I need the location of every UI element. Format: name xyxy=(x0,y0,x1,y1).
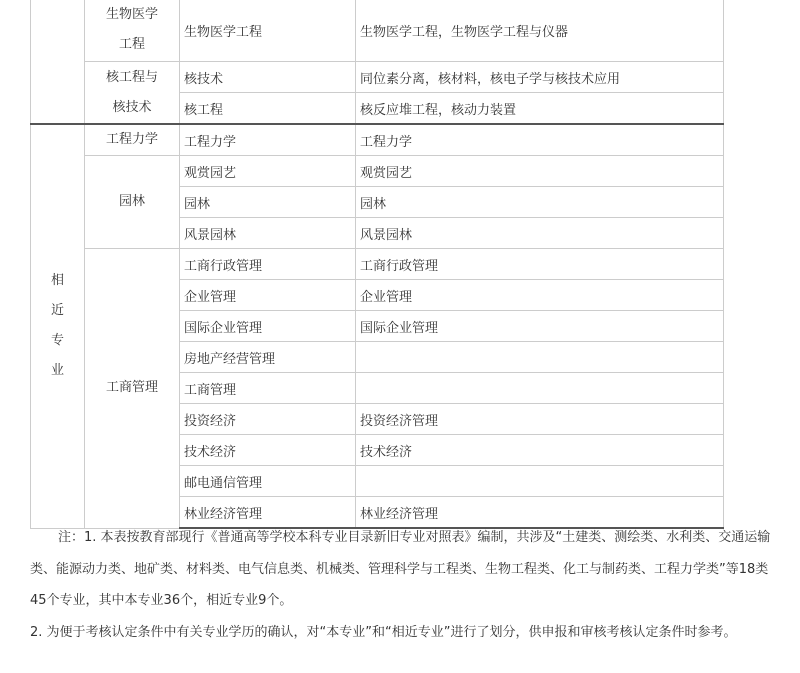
major-cell: 工程力学 xyxy=(180,124,356,156)
major-cell: 林业经济管理 xyxy=(180,497,356,529)
old-major-cell: 风景园林 xyxy=(356,218,724,249)
category-label: 核工程与 xyxy=(105,69,158,85)
section-label-char: 业 xyxy=(50,363,64,379)
major-cell: 投资经济 xyxy=(180,404,356,435)
major-cell: 核技术 xyxy=(180,62,356,93)
major-cell: 工商行政管理 xyxy=(180,249,356,280)
major-cell: 企业管理 xyxy=(180,280,356,311)
category-label: 工程 xyxy=(118,37,145,52)
section-label-char: 近 xyxy=(50,303,64,319)
major-comparison-table xyxy=(30,0,724,529)
major-cell: 房地产经营管理 xyxy=(180,342,356,373)
category-cell xyxy=(85,0,180,62)
old-major-cell xyxy=(356,342,724,373)
old-major-cell: 林业经济管理 xyxy=(356,497,724,529)
category-label: 生物医学 xyxy=(105,7,158,22)
section-cell-top xyxy=(31,0,85,124)
table-notes xyxy=(30,522,775,648)
old-major-cell: 园林 xyxy=(356,187,724,218)
category-label: 核技术 xyxy=(112,99,152,115)
major-cell: 生物医学工程 xyxy=(180,0,356,62)
section-label-similar xyxy=(31,124,85,528)
old-major-cell: 技术经济 xyxy=(356,435,724,466)
old-major-cell: 工程力学 xyxy=(356,124,724,156)
major-cell: 技术经济 xyxy=(180,435,356,466)
old-major-cell: 投资经济管理 xyxy=(356,404,724,435)
category-cell: 工程力学 xyxy=(85,124,180,156)
category-cell xyxy=(85,62,180,125)
major-cell: 园林 xyxy=(180,187,356,218)
note-2: 2. 为便于考核认定条件中有关专业学历的确认，对“本专业”和“相近专业”进行了划分，供申报和审核考核认定条件时参考。 xyxy=(30,624,737,640)
old-major-cell xyxy=(356,466,724,497)
major-cell: 国际企业管理 xyxy=(180,311,356,342)
category-cell: 工商管理 xyxy=(85,249,180,529)
section-label-char: 相 xyxy=(50,273,64,289)
note-1: 注：1. 本表按教育部现行《普通高等学校本科专业目录新旧专业对照表》编制，共涉及“土建类、测绘类、水利类、交通运输类、能源动力类、地矿类、材料类、电气信息类、机械类、管理科学与工程类、生物工程类、化工与制药类、工程力学类”等18类45个专业，其中本专业36个，相近专业9个。 xyxy=(30,530,771,608)
old-major-cell: 企业管理 xyxy=(356,280,724,311)
old-major-cell: 同位素分离，核材料，核电子学与核技术应用 xyxy=(356,62,724,93)
old-major-cell: 核反应堆工程，核动力装置 xyxy=(356,93,724,125)
old-major-cell: 生物医学工程，生物医学工程与仪器 xyxy=(356,0,724,62)
old-major-cell: 观赏园艺 xyxy=(356,156,724,187)
major-cell: 工商管理 xyxy=(180,373,356,404)
old-major-cell: 国际企业管理 xyxy=(356,311,724,342)
section-label-char: 专 xyxy=(50,333,64,349)
major-cell: 邮电通信管理 xyxy=(180,466,356,497)
category-cell: 园林 xyxy=(85,156,180,249)
major-cell: 风景园林 xyxy=(180,218,356,249)
old-major-cell: 工商行政管理 xyxy=(356,249,724,280)
major-cell: 核工程 xyxy=(180,93,356,125)
old-major-cell xyxy=(356,373,724,404)
major-cell: 观赏园艺 xyxy=(180,156,356,187)
